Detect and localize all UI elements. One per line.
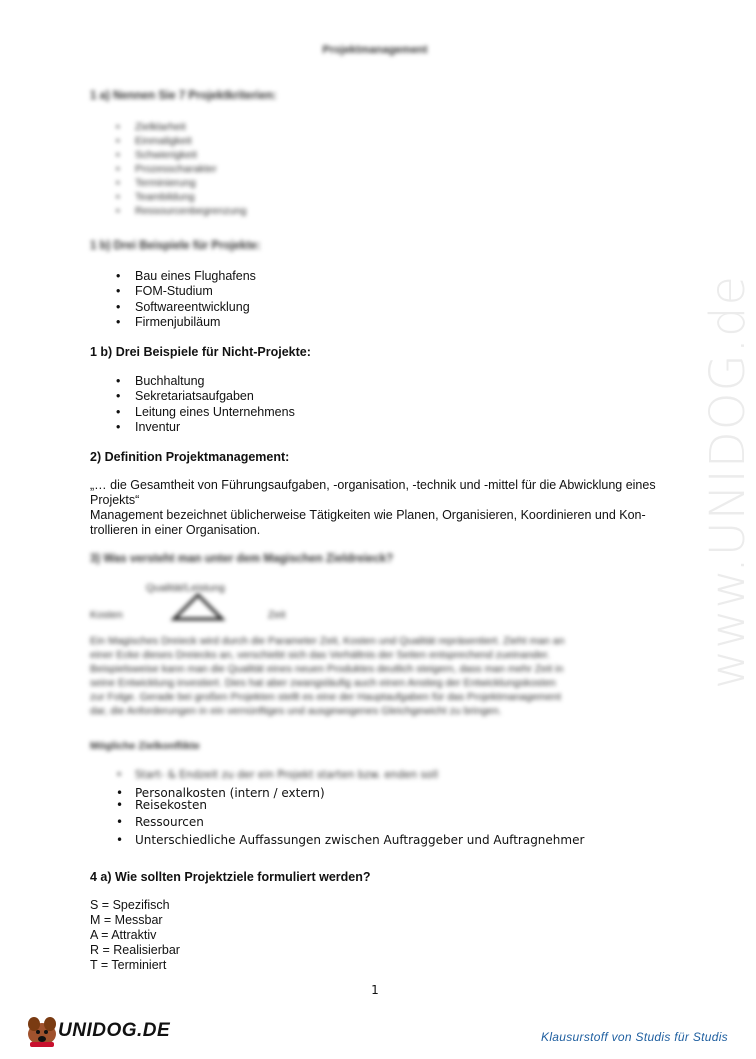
- magic-triangle-diagram: [170, 592, 226, 622]
- list-item: • Terminierung: [90, 176, 247, 190]
- list-item: • Ressourcen: [90, 814, 584, 832]
- list-item: • Unterschiedliche Auffassungen zwischen Auftraggeber und Auftragnehmer: [90, 832, 584, 850]
- list-item: • Buchhaltung: [90, 374, 295, 389]
- paragraph-line: zur Folge. Gerade bei großen Projekten stellt es eine der Hauptaufgaben für das Projektmanagement: [90, 691, 562, 703]
- list-item: • FOM-Studium: [90, 284, 256, 299]
- dog-icon: [22, 1014, 62, 1048]
- list-item: • Softwareentwicklung: [90, 300, 256, 315]
- smart-line: R = Realisierbar: [90, 943, 180, 957]
- triangle-label-right: Zeit: [268, 609, 286, 621]
- conflicts-list: [90, 767, 584, 849]
- paragraph-line: Beispielsweise kann man die Qualität eines neuen Produktes deutlich steigern, dass man mehr Zeit in: [90, 663, 564, 675]
- section-1b-list: [90, 269, 256, 331]
- logo-text: UNIDOG.DE: [58, 1020, 171, 1041]
- section-1a-list: [90, 120, 247, 218]
- definition-block: [90, 478, 690, 537]
- list-item: • Inventur: [90, 420, 295, 435]
- unidog-logo: [22, 1014, 171, 1048]
- list-item: • Start- & Endzeit zu der ein Projekt starten bzw. enden soll: [90, 767, 584, 785]
- page-number: 1: [371, 983, 379, 997]
- definition-body-line1: Management bezeichnet üblicherweise Tätigkeiten wie Planen, Organisieren, Koordinieren und Kon-: [90, 508, 646, 522]
- section-1b-heading: 1 b) Drei Beispiele für Projekte:: [90, 240, 261, 252]
- footer-tagline: Klausurstoff von Studis für Studis: [541, 1030, 728, 1044]
- list-item: • Sekretariatsaufgaben: [90, 389, 295, 404]
- list-item: • Personalkosten (intern / extern): [90, 785, 584, 797]
- smart-line: A = Attraktiv: [90, 928, 157, 942]
- triangle-label-top: Qualität/Leistung: [146, 582, 225, 594]
- smart-line: S = Spezifisch: [90, 898, 170, 912]
- section-1c-heading: 1 b) Drei Beispiele für Nicht-Projekte:: [90, 345, 311, 359]
- list-item: • Ressourcenbegrenzung: [90, 204, 247, 218]
- list-item: • Schwierigkeit: [90, 148, 247, 162]
- page-title: Projektmanagement: [322, 44, 428, 56]
- list-item: • Reisekosten: [90, 797, 584, 815]
- paragraph-line: einer Ecke dieses Dreiecks an, verschiebt sich das Verhältnis der Seiten entsprechend zueinander.: [90, 649, 550, 661]
- section-3-heading: 3) Was versteht man unter dem Magischen Zieldreieck?: [90, 553, 394, 565]
- list-item: • Leitung eines Unternehmens: [90, 405, 295, 420]
- paragraph-line: seine Entwicklung investiert. Dies hat aber zwangsläufig auch einen Anstieg der Entwicklungskosten: [90, 677, 556, 689]
- triangle-explanation: [90, 634, 665, 718]
- list-item: • Bau eines Flughafens: [90, 269, 256, 284]
- list-item: • Einmaligkeit: [90, 134, 247, 148]
- conflicts-heading: Mögliche Zielkonflikte: [90, 740, 200, 752]
- smart-line: M = Messbar: [90, 913, 163, 927]
- list-item: • Zielklarheit: [90, 120, 247, 134]
- triangle-label-left: Kosten: [90, 609, 123, 621]
- section-4-heading: 4 a) Wie sollten Projektziele formuliert werden?: [90, 870, 371, 884]
- definition-quote-line2: Projekts“: [90, 493, 140, 507]
- section-2-heading: 2) Definition Projektmanagement:: [90, 450, 290, 464]
- section-1c-list: [90, 374, 295, 436]
- smart-line: T = Terminiert: [90, 958, 167, 972]
- definition-body-line2: trollieren in einer Organisation.: [90, 523, 261, 537]
- watermark: www.UNIDOG.de: [700, 275, 756, 690]
- definition-quote-line1: „… die Gesamtheit von Führungsaufgaben, -organisation, -technik und -mittel für die Abwicklung eines: [90, 478, 656, 492]
- paragraph-line: dar, die Anforderungen in ein vernünftiges und ausgewogenes Gleichgewicht zu bringen.: [90, 705, 502, 717]
- section-1a-heading: 1 a) Nennen Sie 7 Projektkriterien:: [90, 90, 277, 102]
- list-item: • Prozesscharakter: [90, 162, 247, 176]
- smart-list: [90, 898, 180, 973]
- paragraph-line: Ein Magisches Dreieck wird durch die Parameter Zeit, Kosten und Qualität repräsentiert. Zieht man an: [90, 635, 565, 647]
- list-item: • Teambildung: [90, 190, 247, 204]
- list-item: • Firmenjubiläum: [90, 315, 256, 330]
